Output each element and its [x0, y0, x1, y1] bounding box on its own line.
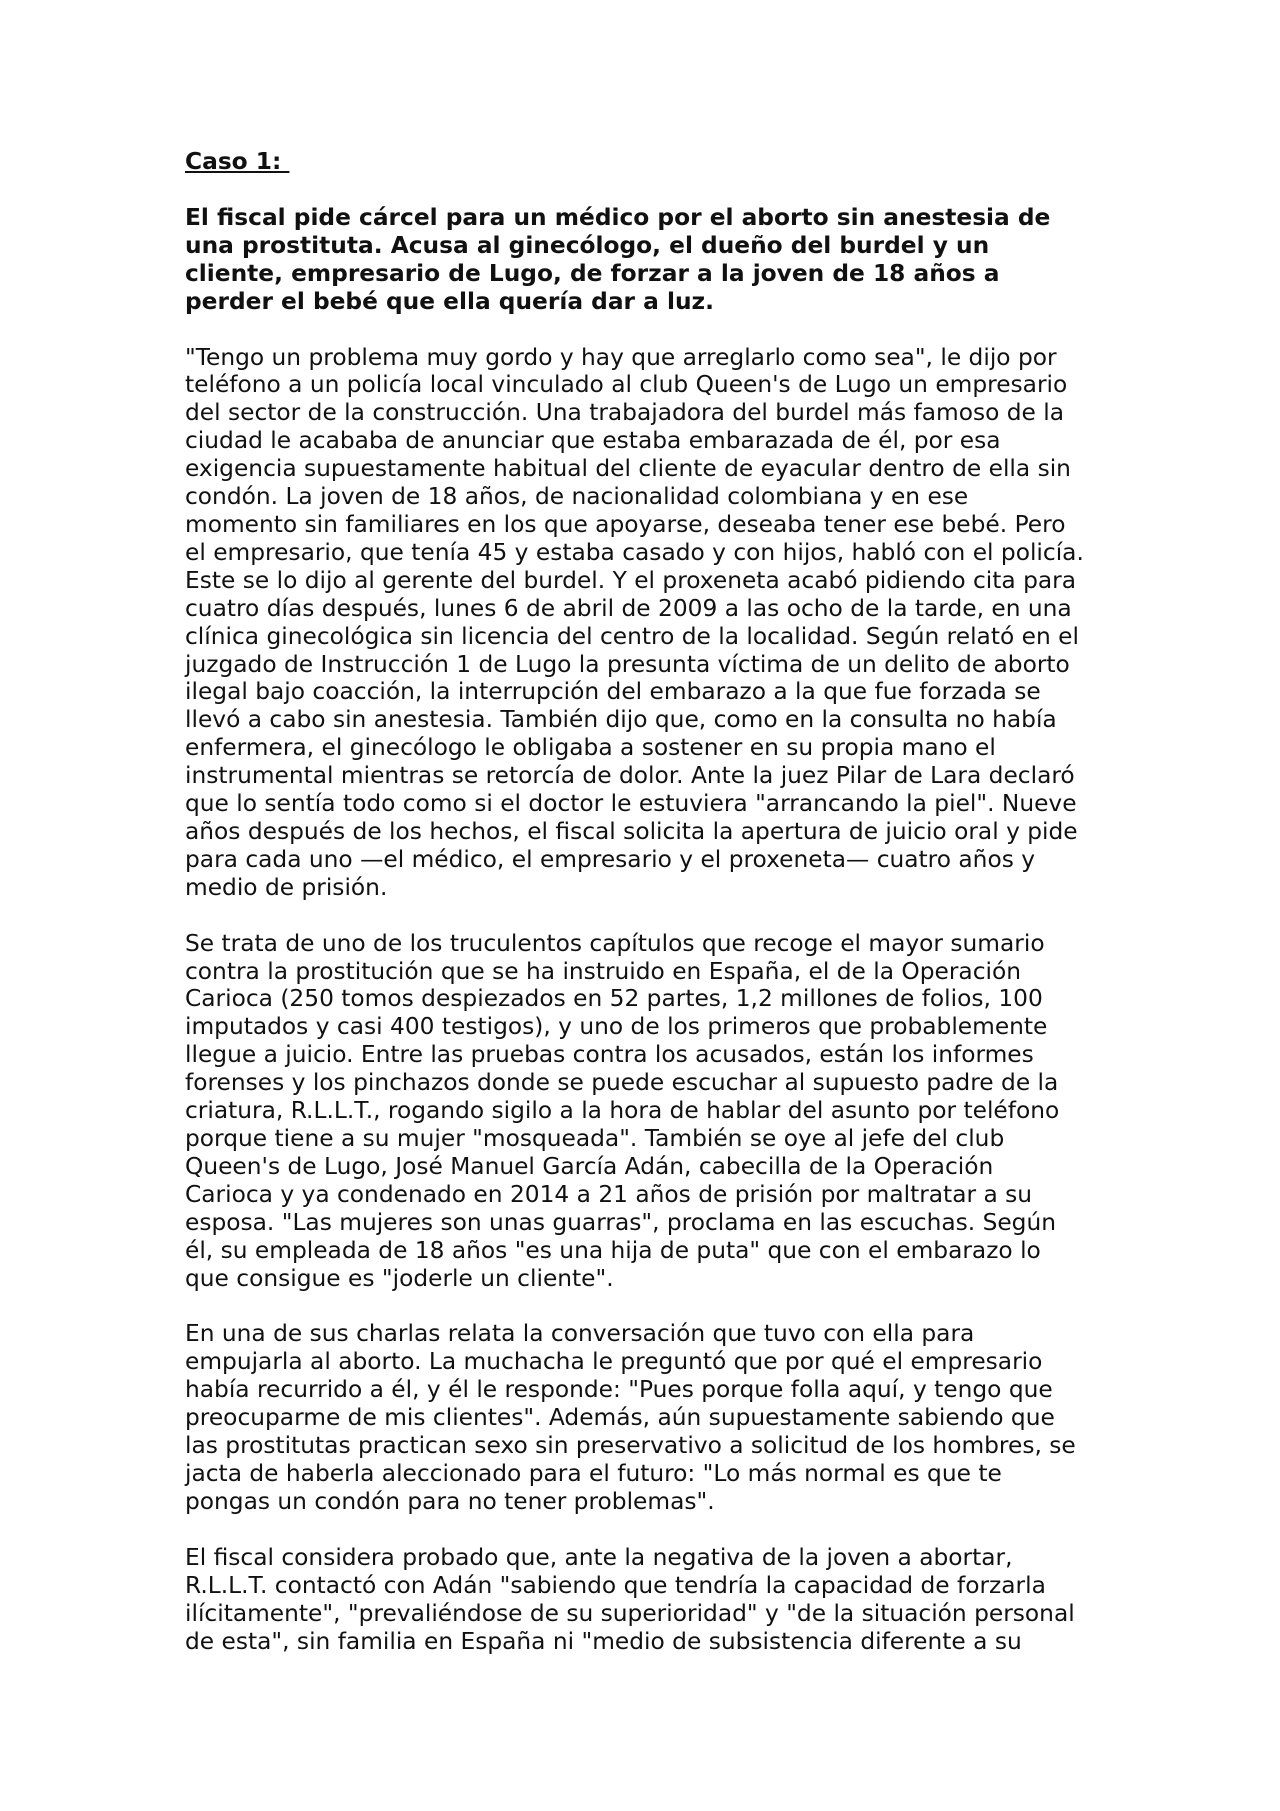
text-line: años después de los hechos, el fiscal solicita la apertura de juicio oral y pide — [185, 817, 1078, 845]
text-line: ciudad le acababa de anunciar que estaba embarazada de él, por esa — [185, 427, 1001, 455]
paragraph-3 — [185, 1320, 1105, 1515]
text-line: Carioca (250 tomos despiezados en 52 partes, 1,2 millones de folios, 100 — [185, 985, 1043, 1013]
document-body — [185, 148, 1105, 1683]
text-line: cuatro días después, lunes 6 de abril de 2009 a las ocho de la tarde, en una — [185, 594, 1072, 622]
text-line: llegue a juicio. Entre las pruebas contra los acusados, están los informes — [185, 1041, 1034, 1069]
text-line: había recurrido a él, y él le responde: "Pues porque folla aquí, y tengo que — [185, 1376, 1053, 1404]
text-line: El fiscal considera probado que, ante la negativa de la joven a abortar, — [185, 1543, 1013, 1571]
text-line: porque tiene a su mujer "mosqueada". También se oye al jefe del club — [185, 1125, 1005, 1152]
headline-line: perder el bebé que ella quería dar a luz. — [185, 287, 714, 315]
text-line: momento sin familiares en los que apoyarse, deseaba tener ese bebé. Pero — [185, 510, 1066, 538]
paragraph-1 — [185, 344, 1105, 902]
text-line: contra la prostitución que se ha instruido en España, el de la Operación — [185, 957, 1022, 985]
case-label: Caso 1: — [185, 148, 290, 175]
text-line: forenses y los pinchazos donde se puede escuchar al supuesto padre de la — [185, 1069, 1059, 1097]
text-line: Este se lo dijo al gerente del burdel. Y el proxeneta acabó pidiendo cita para — [185, 566, 1077, 594]
text-line: ilegal bajo coacción, la interrupción del embarazo a la que fue forzada se — [185, 678, 1041, 706]
headline-line: una prostituta. Acusa al ginecólogo, el dueño del burdel y un — [185, 231, 990, 259]
paragraph-2 — [185, 930, 1105, 1293]
text-line: llevó a cabo sin anestesia. También dijo que, como en la consulta no había — [185, 706, 1057, 734]
text-line: Se trata de uno de los truculentos capítulos que recoge el mayor sumario — [185, 929, 1045, 957]
text-line: jacta de haberla aleccionado para el futuro: "Lo más normal es que te — [185, 1459, 1002, 1487]
text-line: instrumental mientras se retorcía de dolor. Ante la juez Pilar de Lara declaró — [185, 762, 1075, 790]
text-line: R.L.L.T. contactó con Adán "sabiendo que tendría la capacidad de forzarla — [185, 1571, 1046, 1599]
text-line: para cada uno —el médico, el empresario y el proxeneta— cuatro años y — [185, 845, 1036, 873]
text-line: teléfono a un policía local vinculado al club Queen's de Lugo un empresario — [185, 371, 1068, 399]
text-line: preocuparme de mis clientes". Además, aún supuestamente sabiendo que — [185, 1404, 1055, 1432]
text-line: enfermera, el ginecólogo le obligaba a sostener en su propia mano el — [185, 734, 996, 762]
text-line: exigencia supuestamente habitual del cliente de eyacular dentro de ella sin — [185, 455, 1071, 483]
text-line: medio de prisión. — [185, 873, 388, 901]
text-line: "Tengo un problema muy gordo y hay que arreglarlo como sea", le dijo por — [185, 343, 1057, 371]
text-line: del sector de la construcción. Una trabajadora del burdel más famoso de la — [185, 399, 1065, 427]
text-line: empujarla al aborto. La muchacha le preguntó que por qué el empresario — [185, 1348, 1043, 1376]
text-line: juzgado de Instrucción 1 de Lugo la presunta víctima de un delito de aborto — [185, 650, 1070, 678]
text-line: pongas un condón para no tener problemas". — [185, 1487, 715, 1515]
text-line: esposa. "Las mujeres son unas guarras", proclama en las escuchas. Según — [185, 1208, 1057, 1236]
text-line: condón. La joven de 18 años, de nacionalidad colombiana y en ese — [185, 483, 969, 511]
text-line: las prostitutas practican sexo sin preservativo a solicitud de los hombres, se — [185, 1432, 1076, 1460]
headline-line: El fiscal pide cárcel para un médico por el aborto sin anestesia de — [185, 203, 1051, 231]
headline — [185, 204, 1105, 316]
text-line: En una de sus charlas relata la conversación que tuvo con ella para — [185, 1320, 975, 1348]
text-line: él, su empleada de 18 años "es una hija de puta" que con el embarazo lo — [185, 1236, 1041, 1264]
text-line: Carioca y ya condenado en 2014 a 21 años de prisión por maltratar a su — [185, 1180, 1033, 1208]
text-line: criatura, R.L.L.T., rogando sigilo a la hora de hablar del asunto por teléfono — [185, 1097, 1060, 1125]
text-line: el empresario, que tenía 45 y estaba casado y con hijos, habló con el policía. — [185, 538, 1084, 566]
text-line: de esta", sin familia en España ni "medio de subsistencia diferente a su — [185, 1627, 1022, 1655]
text-line: Queen's de Lugo, José Manuel García Adán, cabecilla de la Operación — [185, 1152, 994, 1180]
text-line: imputados y casi 400 testigos), y uno de los primeros que probablemente — [185, 1013, 1048, 1041]
headline-line: cliente, empresario de Lugo, de forzar a la joven de 18 años a — [185, 259, 1000, 287]
text-line: que consigue es "joderle un cliente". — [185, 1264, 614, 1292]
text-line: que lo sentía todo como si el doctor le estuviera "arrancando la piel". Nueve — [185, 790, 1077, 818]
text-line: ilícitamente", "prevaliéndose de su superioridad" y "de la situación personal — [185, 1599, 1075, 1627]
paragraph-4 — [185, 1544, 1105, 1656]
text-line: clínica ginecológica sin licencia del centro de la localidad. Según relató en el — [185, 622, 1079, 650]
